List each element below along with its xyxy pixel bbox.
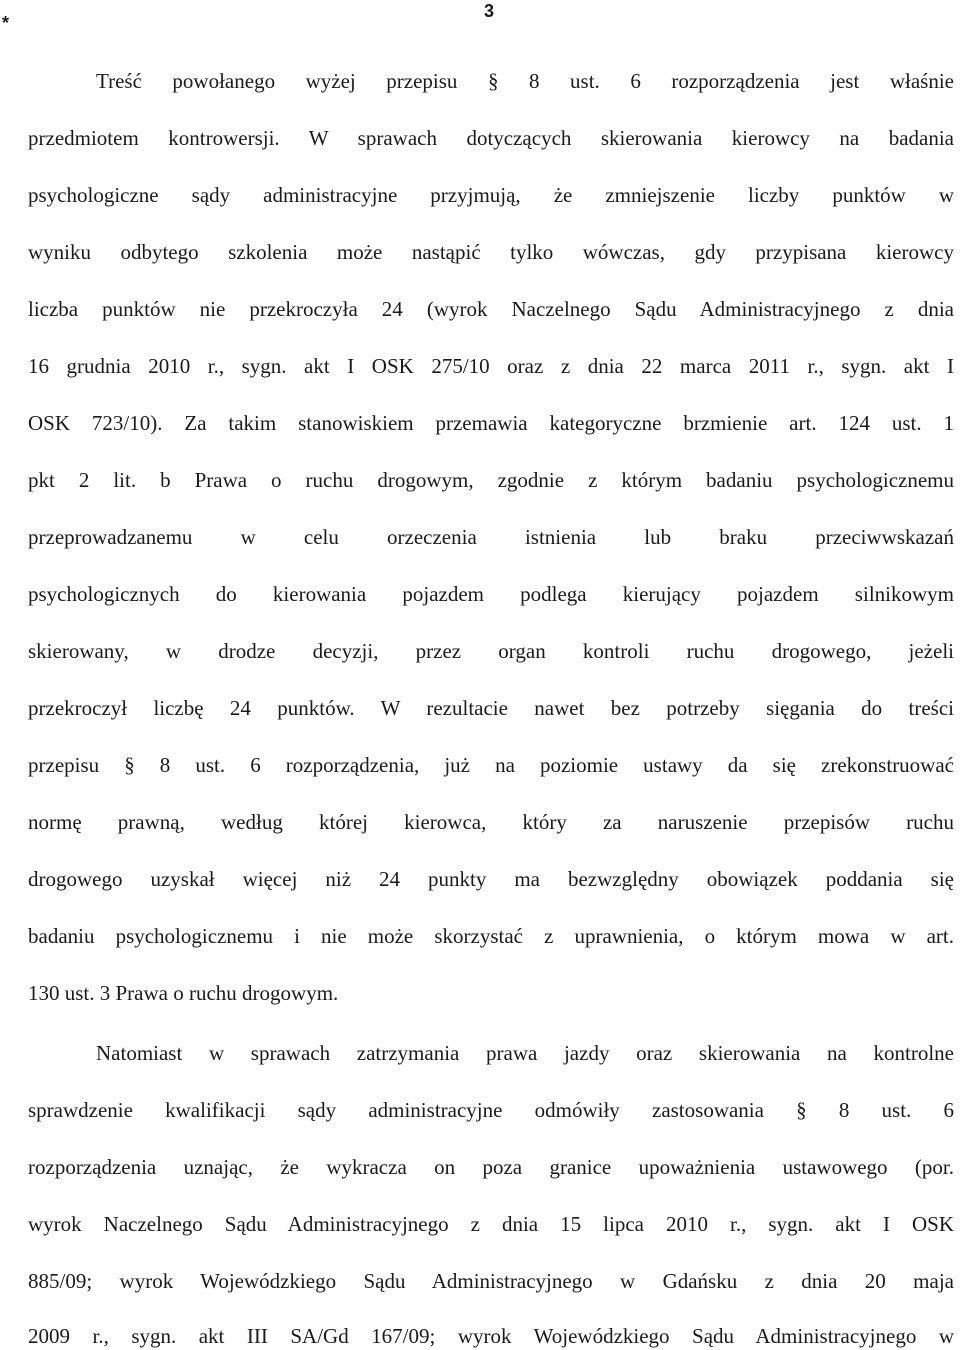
paragraph-line: 2009 r., sygn. akt III SA/Gd 167/09; wyrok Wojewódzkiego Sądu Administracyjnego w — [28, 1324, 954, 1348]
paragraph-line: Treść powołanego wyżej przepisu § 8 ust. 6 rozporządzenia jest właśnie — [96, 69, 954, 93]
paragraph-line: badaniu psychologicznemu i nie może skorzystać z uprawnienia, o którym mowa w art. — [28, 924, 954, 948]
paragraph-line: sprawdzenie kwalifikacji sądy administracyjne odmówiły zastosowania § 8 ust. 6 — [28, 1098, 954, 1122]
paragraph-line: 130 ust. 3 Prawa o ruchu drogowym. — [28, 981, 339, 1005]
paragraph-line: psychologicznych do kierowania pojazdem podlega kierujący pojazdem silnikowym — [28, 582, 954, 606]
paragraph-line: Natomiast w sprawach zatrzymania prawa jazdy oraz skierowania na kontrolne — [96, 1041, 954, 1065]
paragraph-line: wyniku odbytego szkolenia może nastąpić tylko wówczas, gdy przypisana kierowcy — [28, 240, 954, 264]
paragraph-line: rozporządzenia uznając, że wykracza on poza granice upoważnienia ustawowego (por. — [28, 1155, 954, 1179]
paragraph-line: 16 grudnia 2010 r., sygn. akt I OSK 275/10 oraz z dnia 22 marca 2011 r., sygn. akt I — [28, 354, 954, 378]
paragraph-line: 885/09; wyrok Wojewódzkiego Sądu Administracyjnego w Gdańsku z dnia 20 maja — [28, 1269, 954, 1293]
paragraph-line: OSK 723/10). Za takim stanowiskiem przemawia kategoryczne brzmienie art. 124 ust. 1 — [28, 411, 954, 435]
paragraph-line: normę prawną, według której kierowca, który za naruszenie przepisów ruchu — [28, 810, 954, 834]
page-marker: * — [2, 13, 10, 33]
paragraph-line: przekroczył liczbę 24 punktów. W rezultacie nawet bez potrzeby sięgania do treści — [28, 696, 954, 720]
paragraph-line: pkt 2 lit. b Prawa o ruchu drogowym, zgodnie z którym badaniu psychologicznemu — [28, 468, 954, 492]
paragraph-line: przeprowadzanemu w celu orzeczenia istnienia lub braku przeciwwskazań — [28, 525, 954, 549]
page-number: 3 — [484, 1, 495, 21]
paragraph-line: skierowany, w drodze decyzji, przez organ kontroli ruchu drogowego, jeżeli — [28, 639, 954, 663]
paragraph-line: liczba punktów nie przekroczyła 24 (wyrok Naczelnego Sądu Administracyjnego z dnia — [28, 297, 954, 321]
paragraph-line: wyrok Naczelnego Sądu Administracyjnego z dnia 15 lipca 2010 r., sygn. akt I OSK — [28, 1212, 954, 1236]
paragraph-line: drogowego uzyskał więcej niż 24 punkty ma bezwzględny obowiązek poddania się — [28, 867, 954, 891]
paragraph-line: przedmiotem kontrowersji. W sprawach dotyczących skierowania kierowcy na badania — [28, 126, 954, 150]
paragraph-line: przepisu § 8 ust. 6 rozporządzenia, już na poziomie ustawy da się zrekonstruować — [28, 753, 954, 777]
paragraph-line: psychologiczne sądy administracyjne przyjmują, że zmniejszenie liczby punktów w — [28, 183, 954, 207]
